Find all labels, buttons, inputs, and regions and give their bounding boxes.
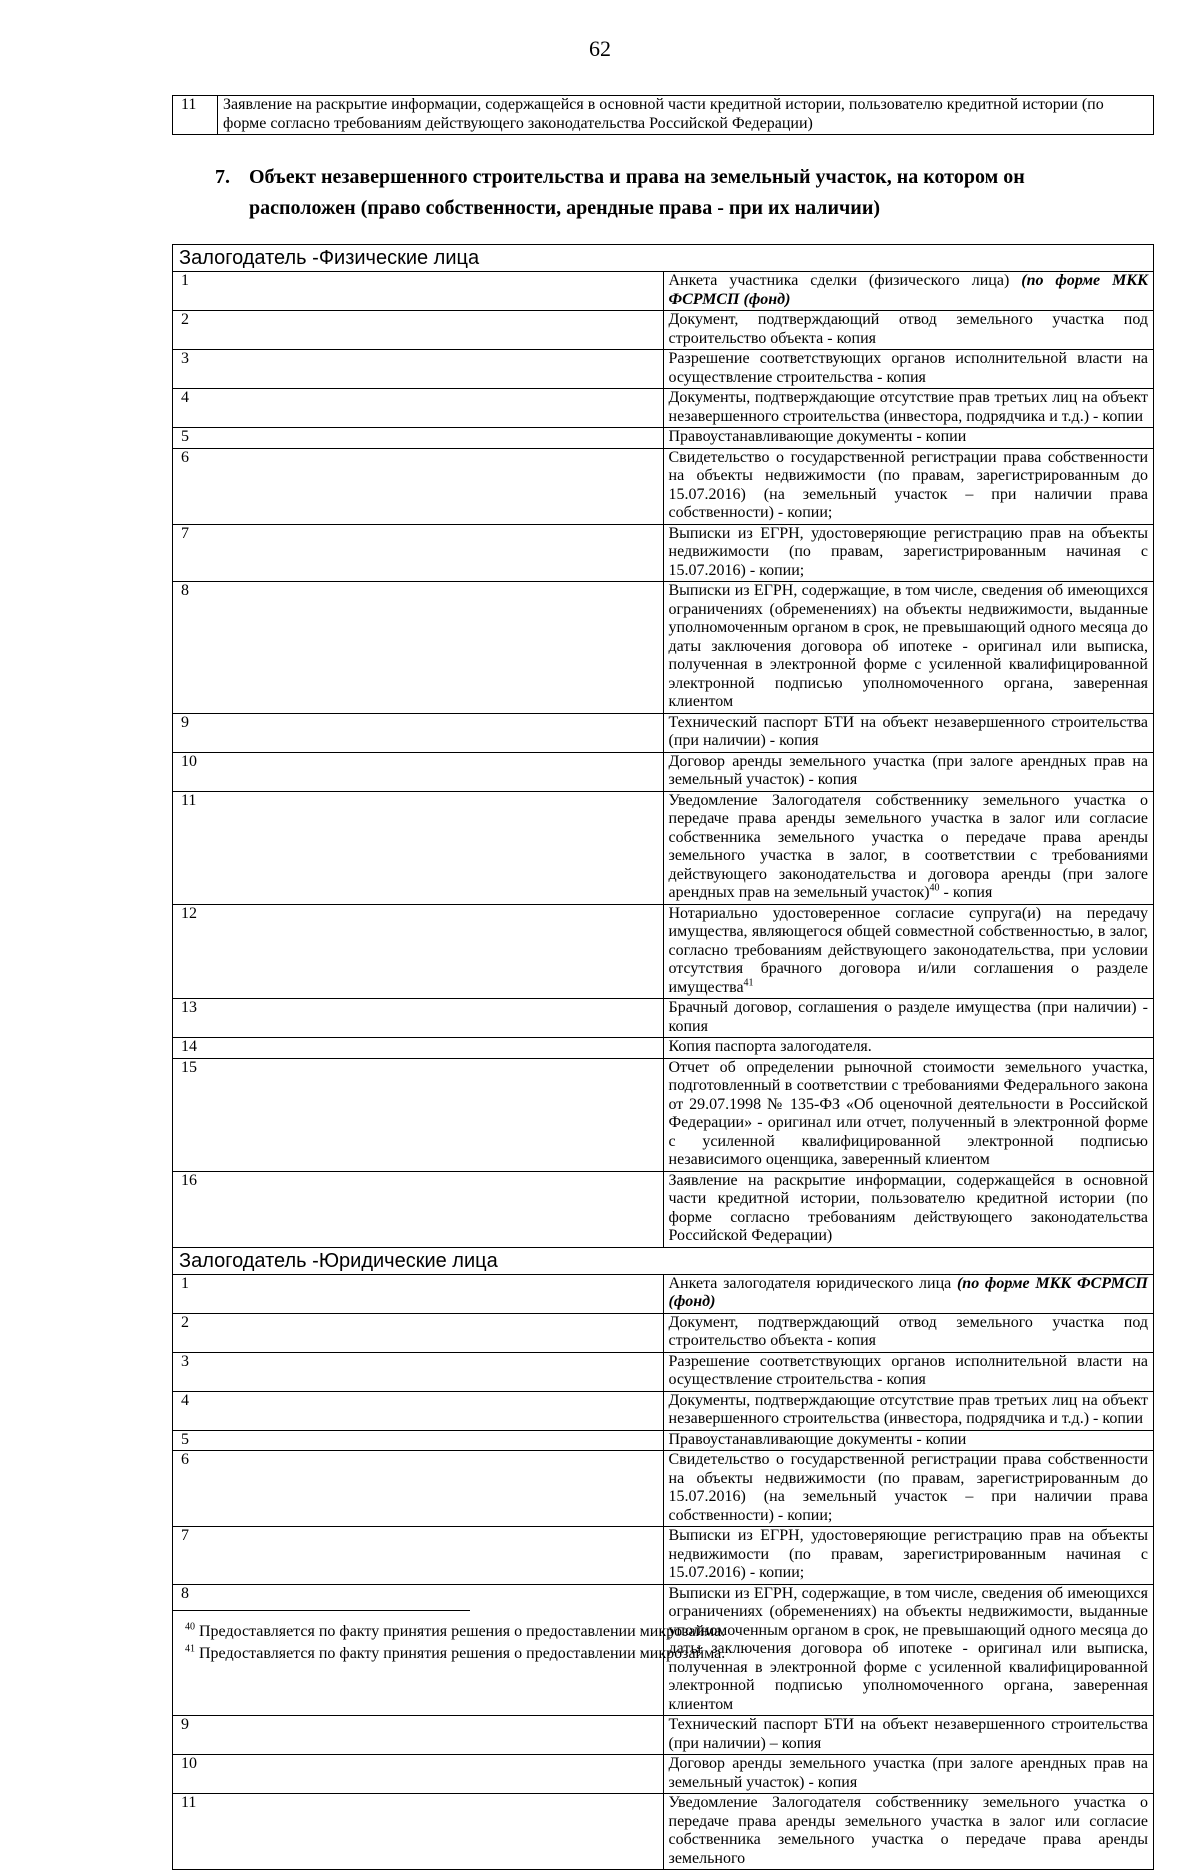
- table-row: [173, 713, 1154, 752]
- item-text-cell: [663, 1451, 1154, 1527]
- item-text: Документ, подтверждающий отвод земельного участка под строительство объекта - копия: [668, 311, 1148, 347]
- item-number: 9: [173, 1716, 664, 1755]
- table-row: [173, 1171, 1154, 1247]
- item-number: 11: [173, 96, 218, 135]
- table-row: [173, 1313, 1154, 1352]
- item-text: Документы, подтверждающие отсутствие прав третьих лиц на объект незавершенного строительства (инвестора, подрядчика и т.д.) - копии: [668, 389, 1148, 425]
- item-number: 6: [173, 1451, 664, 1527]
- table-row: [173, 582, 1154, 714]
- item-text-cell: [663, 1274, 1154, 1313]
- item-number: 2: [173, 311, 664, 350]
- item-number: 12: [173, 904, 664, 999]
- item-text: Нотариально удостоверенное согласие супруга(и) на передачу имущества, являющегося общей совместной собственностью, в залог, согласно требованиям действующего законодательства, при условии отсутствия брачного договора и/или соглашения о разделе имущества: [668, 904, 1148, 996]
- item-number: 11: [173, 791, 664, 904]
- table-row: [173, 1391, 1154, 1430]
- item-number: 8: [173, 1584, 664, 1716]
- item-text-cell: [663, 311, 1154, 350]
- continued-table: [172, 95, 1154, 135]
- footnote-40: [185, 1621, 725, 1643]
- item-text-cell: [663, 1352, 1154, 1391]
- table-row: [173, 999, 1154, 1038]
- item-text: Уведомление Залогодателя собственнику земельного участка о передаче права аренды земельного участка в залог или согласие собственника земельного участка о передаче права аренды земельного: [668, 1794, 1148, 1867]
- item-number: 11: [173, 1794, 664, 1870]
- item-text-cell: [663, 904, 1154, 999]
- item-text-cell: [663, 1058, 1154, 1171]
- item-text: Технический паспорт БТИ на объект незавершенного строительства (при наличии) – копия: [668, 1716, 1148, 1752]
- table-row: [173, 1274, 1154, 1313]
- item-text-cell: [663, 428, 1154, 449]
- item-text: Правоустанавливающие документы - копии: [668, 1430, 967, 1448]
- item-text: Выписки из ЕГРН, содержащие, в том числе, сведения об имеющихся ограничениях (обременениях) на объекты недвижимости, выданные уполномоченным органом в срок, не превышающий одного месяца до даты заключения договора об ипотеке - оригинал или выписка, полученная в электронной форме с усиленной квалифицированной электронной подписью уполномоченного органа, заверенная клиентом: [668, 1584, 1148, 1713]
- item-text: Разрешение соответствующих органов исполнительной власти на осуществление строительства - копия: [668, 1352, 1148, 1388]
- item-number: 1: [173, 1274, 664, 1313]
- item-text: Выписки из ЕГРН, удостоверяющие регистрацию прав на объекты недвижимости (по правам, зарегистрированным начиная с 15.07.2016) - копии;: [668, 524, 1148, 579]
- item-text-cell: [663, 448, 1154, 524]
- item-text-tail: - копия: [939, 884, 993, 901]
- item-text-cell: [663, 350, 1154, 389]
- item-text: Документы, подтверждающие отсутствие прав третьих лиц на объект незавершенного строительства (инвестора, подрядчика и т.д.) - копии: [668, 1391, 1148, 1427]
- footnote-reference: 41: [743, 977, 754, 989]
- group-heading: Залогодатель -Физические лица: [173, 245, 1154, 272]
- item-text: Правоустанавливающие документы - копии: [668, 428, 967, 445]
- item-text-cell: [663, 713, 1154, 752]
- item-number: 10: [173, 1755, 664, 1794]
- item-number: 9: [173, 713, 664, 752]
- item-text: Свидетельство о государственной регистрации права собственности на объекты недвижимости (по правам, зарегистрированным до 15.07.2016) (на земельный участок – при наличии права собственности) - копии;: [668, 1451, 1148, 1524]
- group-heading-row: [173, 1247, 1154, 1274]
- footnote-divider: [172, 1610, 470, 1611]
- item-text: Отчет об определении рыночной стоимости земельного участка, подготовленный в соответствии с требованиями Федерального закона от 29.07.1998 № 135-ФЗ «Об оценочной деятельности в Российской Федерации» - оригинал или отчет, полученный в электронной форме с усиленной квалифицированной электронной подписью независимого оценщика, заверенный клиентом: [668, 1058, 1148, 1168]
- item-text-cell: [663, 1527, 1154, 1585]
- item-text: Технический паспорт БТИ на объект незавершенного строительства (при наличии) - копия: [668, 713, 1148, 749]
- item-number: 5: [173, 1430, 664, 1451]
- item-number: 2: [173, 1313, 664, 1352]
- table-row: [173, 1716, 1154, 1755]
- footnote-text: Предоставляется по факту принятия решения о предоставлении микрозайма.: [195, 1623, 726, 1640]
- table-row: [173, 1755, 1154, 1794]
- item-text-cell: [663, 1794, 1154, 1870]
- item-text: Заявление на раскрытие информации, содержащейся в основной части кредитной истории, пользователю кредитной истории (по форме согласно требованиям действующего законодательства Российской Федерации): [668, 1171, 1148, 1244]
- item-text-cell: [663, 1038, 1154, 1059]
- item-number: 3: [173, 1352, 664, 1391]
- item-text-cell: [663, 582, 1154, 714]
- footnote-reference: 40: [929, 882, 940, 894]
- section-heading: [215, 162, 1165, 224]
- item-number: 8: [173, 582, 664, 714]
- item-text: Договор аренды земельного участка (при залоге арендных прав на земельный участок) - копия: [668, 1755, 1148, 1791]
- table-row: [173, 1352, 1154, 1391]
- table-row: [173, 752, 1154, 791]
- item-text-cell: [663, 1313, 1154, 1352]
- section-number: 7.: [215, 166, 230, 188]
- item-text: Уведомление Залогодателя собственнику земельного участка о передаче права аренды земельного участка в залог или согласие собственника земельного участка о передаче права аренды земельного участка в залог, в соответствии с требованиями действующего законодательства и договора аренды (при залоге арендных прав на земельный участок): [668, 791, 1148, 901]
- section-title-line1: Объект незавершенного строительства и права на земельный участок, на котором он: [249, 166, 1025, 188]
- item-text-cell: [663, 1584, 1154, 1716]
- table-row: [173, 448, 1154, 524]
- item-text: Договор аренды земельного участка (при залоге арендных прав на земельный участок) - копия: [668, 752, 1148, 788]
- item-text-cell: [663, 752, 1154, 791]
- table-row: [173, 96, 1154, 135]
- footnote-mark: 41: [185, 1643, 195, 1655]
- item-text-cell: [663, 389, 1154, 428]
- table-row: [173, 272, 1154, 311]
- item-text-cell: [663, 791, 1154, 904]
- table-row: [173, 1058, 1154, 1171]
- item-number: 3: [173, 350, 664, 389]
- table-row: [173, 1794, 1154, 1870]
- item-number: 4: [173, 1391, 664, 1430]
- group-heading: Залогодатель -Юридические лица: [173, 1247, 1154, 1274]
- footnotes: [185, 1621, 725, 1665]
- footnote-text: Предоставляется по факту принятия решения о предоставлении микрозайма.: [195, 1645, 726, 1662]
- item-text: Брачный договор, соглашения о разделе имущества (при наличии) - копия: [668, 999, 1148, 1035]
- item-number: 13: [173, 999, 664, 1038]
- item-text: Выписки из ЕГРН, удостоверяющие регистрацию прав на объекты недвижимости (по правам, зарегистрированным начиная с 15.07.2016) - копии;: [668, 1527, 1148, 1581]
- section-title-line2: расположен (право собственности, арендные права - при их наличии): [249, 197, 881, 219]
- item-text: Заявление на раскрытие информации, содержащейся в основной части кредитной истории, пользователю кредитной истории (по форме согласно требованиям действующего законодательства Российской Федерации): [218, 96, 1154, 135]
- table-row: [173, 1038, 1154, 1059]
- item-text-cell: [663, 1391, 1154, 1430]
- item-number: 14: [173, 1038, 664, 1059]
- table-row: [173, 350, 1154, 389]
- form-reference: (по форме МКК ФСРМСП (фонд): [668, 272, 1149, 308]
- item-text-cell: [663, 1430, 1154, 1451]
- table-row: [173, 1451, 1154, 1527]
- item-text: Анкета залогодателя юридического лица: [668, 1274, 957, 1292]
- item-number: 5: [173, 428, 664, 449]
- table-row: [173, 904, 1154, 999]
- item-text-cell: [663, 1171, 1154, 1247]
- footnote-mark: 40: [185, 1621, 195, 1633]
- table-row: [173, 311, 1154, 350]
- item-text-cell: [663, 272, 1154, 311]
- table-row: [173, 389, 1154, 428]
- table-row: [173, 791, 1154, 904]
- item-text-cell: [663, 1716, 1154, 1755]
- item-text-cell: [663, 524, 1154, 582]
- item-text: Анкета участника сделки (физического лица): [668, 272, 1022, 289]
- form-reference: (по форме МКК ФСРМСП (фонд): [668, 1274, 1148, 1310]
- item-number: 10: [173, 752, 664, 791]
- footnote-41: [185, 1643, 725, 1665]
- table-row: [173, 1527, 1154, 1585]
- item-text: Документ, подтверждающий отвод земельного участка под строительство объекта - копия: [668, 1313, 1148, 1349]
- item-text: Выписки из ЕГРН, содержащие, в том числе, сведения об имеющихся ограничениях (обременениях) на объекты недвижимости, выданные уполномоченным органом в срок, не превышающий одного месяца до даты заключения договора об ипотеке - оригинал или выписка, полученная в электронной форме с усиленной квалифицированной электронной подписью уполномоченного органа, заверенная клиентом: [668, 582, 1148, 710]
- item-text-cell: [663, 999, 1154, 1038]
- item-text-cell: [663, 1755, 1154, 1794]
- table-row: [173, 1430, 1154, 1451]
- item-number: 1: [173, 272, 664, 311]
- group-heading-row: [173, 245, 1154, 272]
- item-number: 7: [173, 1527, 664, 1585]
- item-text: Копия паспорта залогодателя.: [668, 1038, 872, 1055]
- item-number: 4: [173, 389, 664, 428]
- table-row: [173, 428, 1154, 449]
- item-text: Свидетельство о государственной регистрации права собственности на объекты недвижимости (по правам, зарегистрированным до 15.07.2016) (на земельный участок – при наличии права собственности) - копии;: [668, 448, 1148, 521]
- item-text: Разрешение соответствующих органов исполнительной власти на осуществление строительства - копия: [668, 350, 1148, 386]
- page-number: 62: [589, 36, 611, 61]
- item-number: 16: [173, 1171, 664, 1247]
- item-number: 6: [173, 448, 664, 524]
- table-row: [173, 524, 1154, 582]
- item-number: 15: [173, 1058, 664, 1171]
- item-number: 7: [173, 524, 664, 582]
